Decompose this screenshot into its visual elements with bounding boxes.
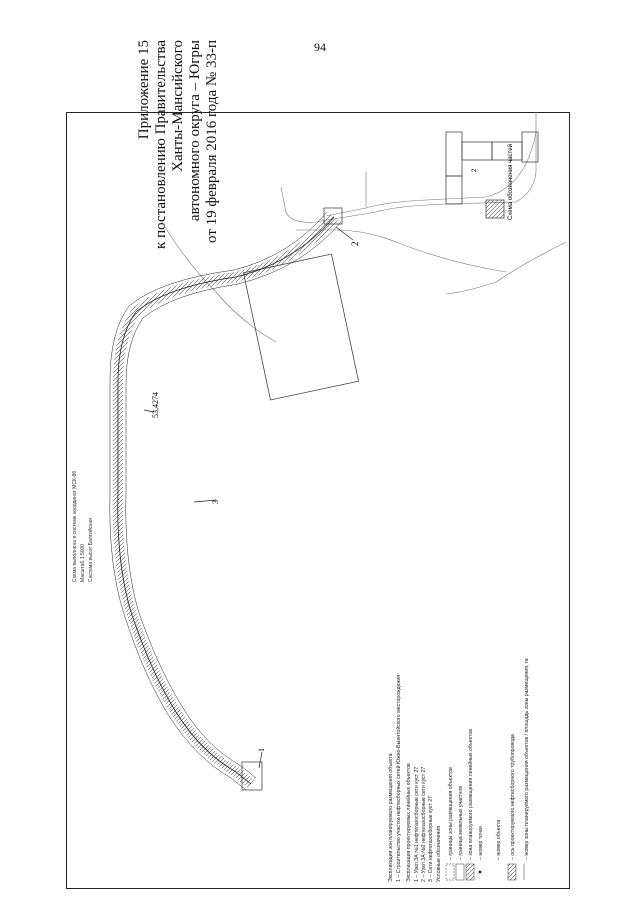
parts-scheme-inset	[446, 132, 538, 220]
legend-symbol-6: – ось проектируемого нефтесборного трубопровода	[510, 734, 516, 860]
legend	[388, 658, 530, 882]
legend-symbol-1: – границы зоны размещения объектов	[448, 767, 454, 860]
pipeline-corridor	[110, 212, 341, 790]
well-pad-boundary	[243, 254, 358, 400]
legend-section-3: Условные обозначения	[436, 825, 442, 882]
header-line-1: Приложение 15	[136, 40, 152, 140]
legend-item-1: 1 – Строительство участка нефтесборных сетей Южно-Выинтойского месторождения	[396, 674, 402, 882]
label-pipeline-3: 3	[211, 500, 220, 504]
header-line-2: к постановлению Правительства	[153, 40, 169, 249]
legend-symbol-5: – номер объекта	[496, 819, 502, 860]
legend-symbol-4: – номер точки	[478, 826, 484, 860]
note-3: Система высот Балтийская	[88, 518, 94, 582]
inset-number-2: 2	[472, 168, 478, 172]
label-node-1: 1	[257, 748, 266, 752]
terrain-lines	[162, 112, 566, 342]
inset-title: Схема обозначения частей	[508, 144, 514, 220]
legend-item-2-3: 3 – Сети нефтегазосборные куст 27	[428, 795, 434, 882]
header-line-5: от 19 февраля 2016 года № 33-п	[204, 40, 220, 243]
legend-symbol-7: – номер зоны планируемого размещения объектов / площадь зоны размещения, га	[524, 658, 530, 860]
label-area: 53,4274	[151, 392, 160, 418]
header-line-3: Ханты-Мансийского	[170, 40, 186, 172]
legend-section-1: Экспликация зон планируемого размещения объекта	[388, 753, 394, 882]
legend-item-2-2: 2 – Узел ЗА №2 нефтегазосборные сети куст 27	[421, 766, 427, 882]
legend-symbol-3: – зона планируемого размещения линейных объектов	[468, 729, 474, 860]
note-2: Масштаб 1:5000	[80, 543, 86, 582]
pipeline-route-map	[66, 112, 570, 889]
legend-symbol-2: – граница земельных участков	[458, 785, 464, 860]
label-node-2: 2	[350, 241, 360, 246]
page-number: 94	[314, 40, 326, 54]
header-line-4: автономного округа – Югры	[187, 40, 203, 222]
legend-item-2-1: 1 – Узел ЗА №1 нефтегазосборные сети куст 27	[414, 766, 420, 882]
legend-section-2: Экспликация проектируемых линейных объектов	[406, 763, 412, 882]
note-1: Схема выполнена в системе координат МСК-86	[72, 470, 78, 582]
